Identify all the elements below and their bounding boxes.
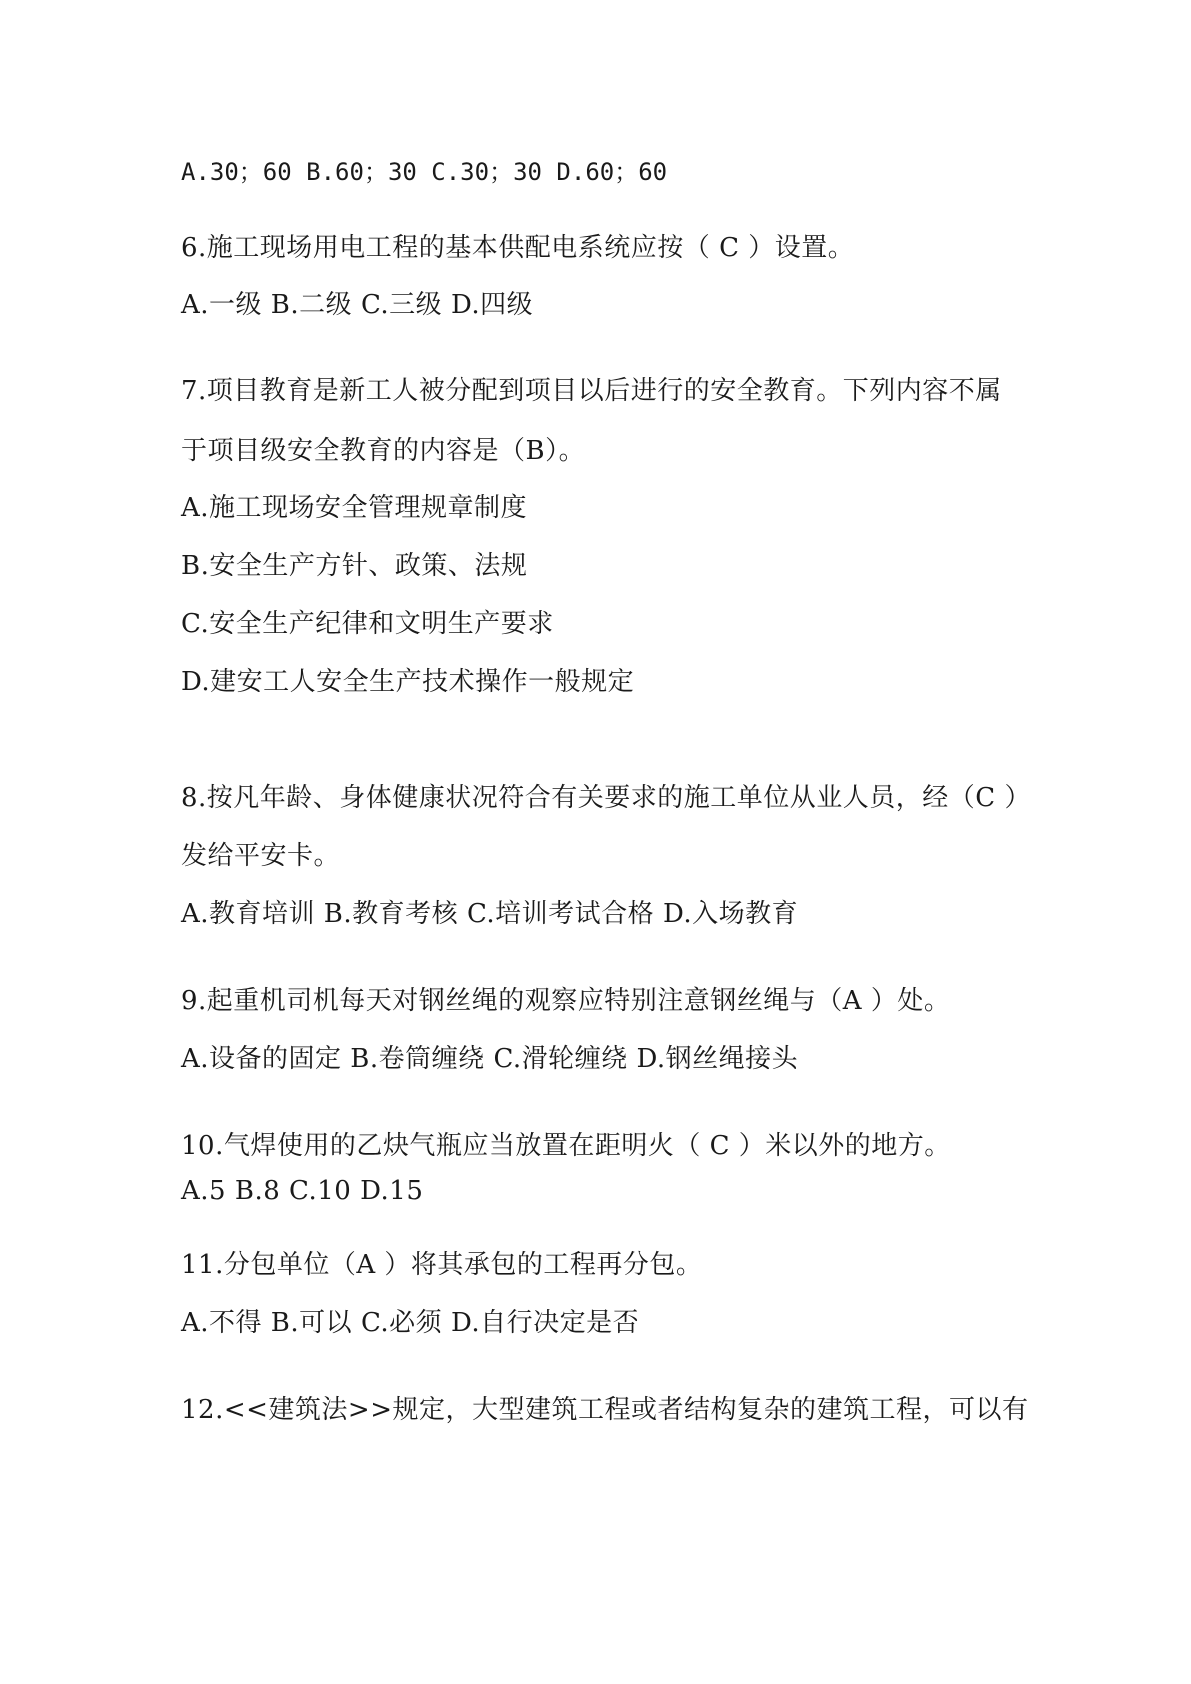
q12-question-line1: 12.<<建筑法>>规定，大型建筑工程或者结构复杂的建筑工程，可以有	[181, 1395, 1029, 1425]
q7-option-a: A.施工现场安全管理规章制度	[181, 493, 528, 523]
q5-options: A.30；60 B.60；30 C.30；30 D.60；60	[181, 158, 668, 186]
q10-question: 10.气焊使用的乙炔气瓶应当放置在距明火（ C ）米以外的地方。	[181, 1131, 951, 1161]
q8-question-line1: 8.按凡年龄、身体健康状况符合有关要求的施工单位从业人员，经（C ）	[181, 783, 1031, 813]
q8-options: A.教育培训 B.教育考核 C.培训考试合格 D.入场教育	[181, 899, 799, 929]
q7-question-line1: 7.项目教育是新工人被分配到项目以后进行的安全教育。下列内容不属	[181, 376, 1002, 406]
q10-options: A.5 B.8 C.10 D.15	[181, 1176, 424, 1206]
q8-question-line2: 发给平安卡。	[181, 841, 341, 871]
q9-options: A.设备的固定 B.卷筒缠绕 C.滑轮缠绕 D.钢丝绳接头	[181, 1044, 799, 1074]
q9-question: 9.起重机司机每天对钢丝绳的观察应特别注意钢丝绳与（A ）处。	[181, 986, 951, 1016]
q6-options: A.一级 B.二级 C.三级 D.四级	[181, 290, 534, 320]
q6-question: 6.施工现场用电工程的基本供配电系统应按（ C ）设置。	[181, 233, 855, 263]
q11-question: 11.分包单位（A ）将其承包的工程再分包。	[181, 1250, 703, 1280]
q7-option-c: C.安全生产纪律和文明生产要求	[181, 609, 554, 639]
q7-question-line2: 于项目级安全教育的内容是（B）。	[181, 436, 586, 466]
q11-options: A.不得 B.可以 C.必须 D.自行决定是否	[181, 1308, 640, 1338]
q7-option-b: B.安全生产方针、政策、法规	[181, 551, 528, 581]
q7-option-d: D.建安工人安全生产技术操作一般规定	[181, 667, 635, 697]
